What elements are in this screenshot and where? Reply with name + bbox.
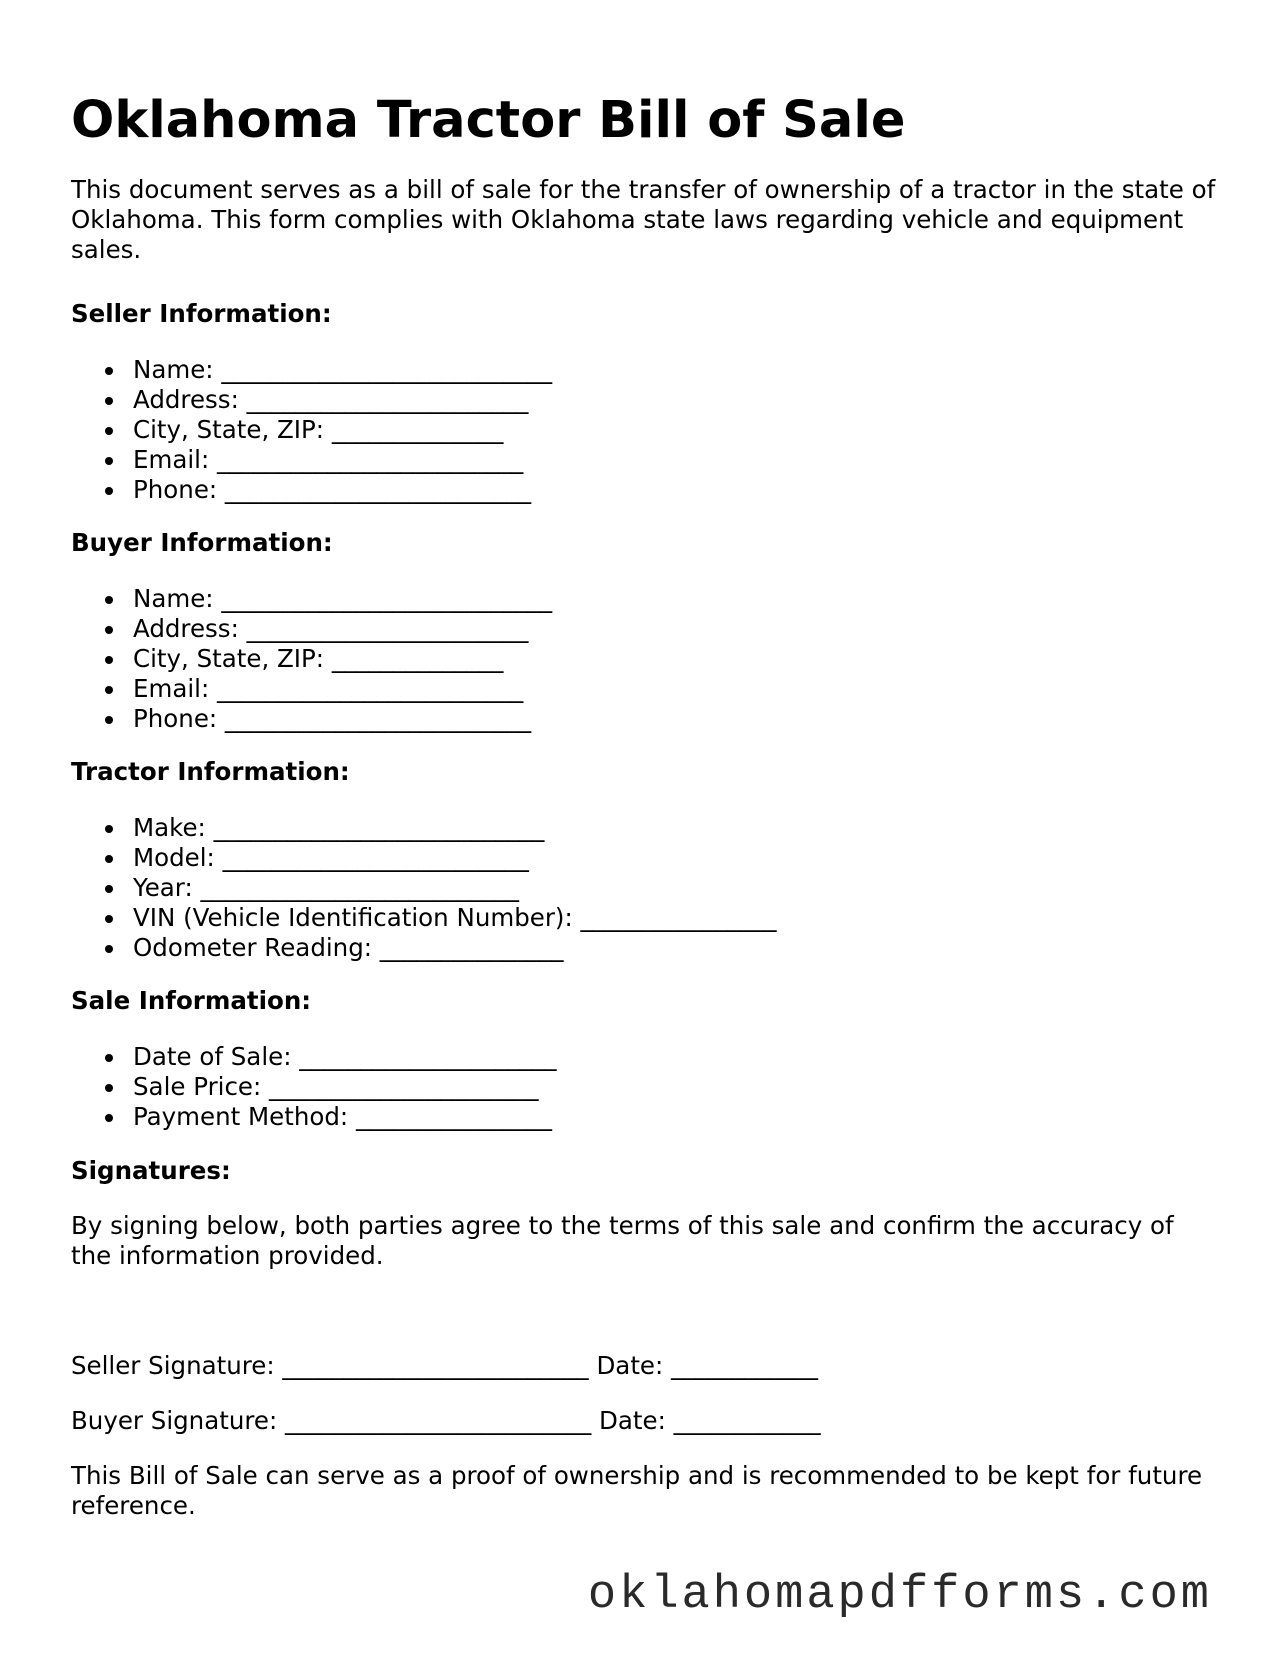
sale-fields bbox=[71, 1042, 557, 1132]
bullet-icon bbox=[105, 596, 113, 604]
bullet-icon bbox=[105, 427, 113, 435]
buyer-city-state-zip-field: City, State, ZIP: ______________ bbox=[71, 644, 552, 674]
buyer-fields bbox=[71, 584, 552, 734]
bullet-icon bbox=[105, 945, 113, 953]
buyer-phone-field: Phone: _________________________ bbox=[71, 704, 552, 734]
bullet-icon bbox=[105, 885, 113, 893]
bullet-icon bbox=[105, 1114, 113, 1122]
tractor-vin-field: VIN (Vehicle Identification Number): ________________ bbox=[71, 903, 777, 933]
signatures-statement: By signing below, both parties agree to the terms of this sale and confirm the accuracy of the information provided. bbox=[71, 1211, 1174, 1270]
seller-address-field: Address: _______________________ bbox=[71, 385, 552, 415]
closing-paragraph: This Bill of Sale can serve as a proof of ownership and is recommended to be kept for future reference. bbox=[71, 1461, 1203, 1520]
seller-signature-line: Seller Signature: _________________________ Date: ____________ bbox=[71, 1351, 819, 1380]
bullet-icon bbox=[105, 716, 113, 724]
bullet-icon bbox=[105, 686, 113, 694]
bullet-icon bbox=[105, 1054, 113, 1062]
bullet-icon bbox=[105, 656, 113, 664]
payment-method-field: Payment Method: ________________ bbox=[71, 1102, 557, 1132]
seller-fields bbox=[71, 355, 552, 505]
intro-paragraph: This document serves as a bill of sale for the transfer of ownership of a tractor in the state of Oklahoma. This form complies with Oklahoma state laws regarding vehicle and equipment sales. bbox=[71, 175, 1216, 264]
bullet-icon bbox=[105, 487, 113, 495]
buyer-name-field: Name: ___________________________ bbox=[71, 584, 552, 614]
bullet-icon bbox=[105, 367, 113, 375]
buyer-signature-line: Buyer Signature: _________________________ Date: ____________ bbox=[71, 1406, 821, 1435]
bullet-icon bbox=[105, 825, 113, 833]
bullet-icon bbox=[105, 457, 113, 465]
page-title: Oklahoma Tractor Bill of Sale bbox=[71, 91, 906, 150]
bullet-icon bbox=[105, 855, 113, 863]
sale-price-field: Sale Price: ______________________ bbox=[71, 1072, 557, 1102]
bullet-icon bbox=[105, 1084, 113, 1092]
bullet-icon bbox=[105, 915, 113, 923]
tractor-heading: Tractor Information: bbox=[71, 757, 350, 786]
buyer-email-field: Email: _________________________ bbox=[71, 674, 552, 704]
sale-heading: Sale Information: bbox=[71, 986, 312, 1015]
buyer-address-field: Address: _______________________ bbox=[71, 614, 552, 644]
signatures-heading: Signatures: bbox=[71, 1156, 231, 1185]
tractor-odometer-field: Odometer Reading: _______________ bbox=[71, 933, 777, 963]
buyer-heading: Buyer Information: bbox=[71, 528, 333, 557]
bullet-icon bbox=[105, 626, 113, 634]
site-watermark: oklahomapdfforms.com bbox=[587, 1569, 1212, 1622]
seller-heading: Seller Information: bbox=[71, 299, 332, 328]
seller-city-state-zip-field: City, State, ZIP: ______________ bbox=[71, 415, 552, 445]
seller-name-field: Name: ___________________________ bbox=[71, 355, 552, 385]
tractor-model-field: Model: _________________________ bbox=[71, 843, 777, 873]
tractor-year-field: Year: __________________________ bbox=[71, 873, 777, 903]
bullet-icon bbox=[105, 397, 113, 405]
sale-date-field: Date of Sale: _____________________ bbox=[71, 1042, 557, 1072]
seller-email-field: Email: _________________________ bbox=[71, 445, 552, 475]
tractor-fields bbox=[71, 813, 777, 963]
tractor-make-field: Make: ___________________________ bbox=[71, 813, 777, 843]
seller-phone-field: Phone: _________________________ bbox=[71, 475, 552, 505]
